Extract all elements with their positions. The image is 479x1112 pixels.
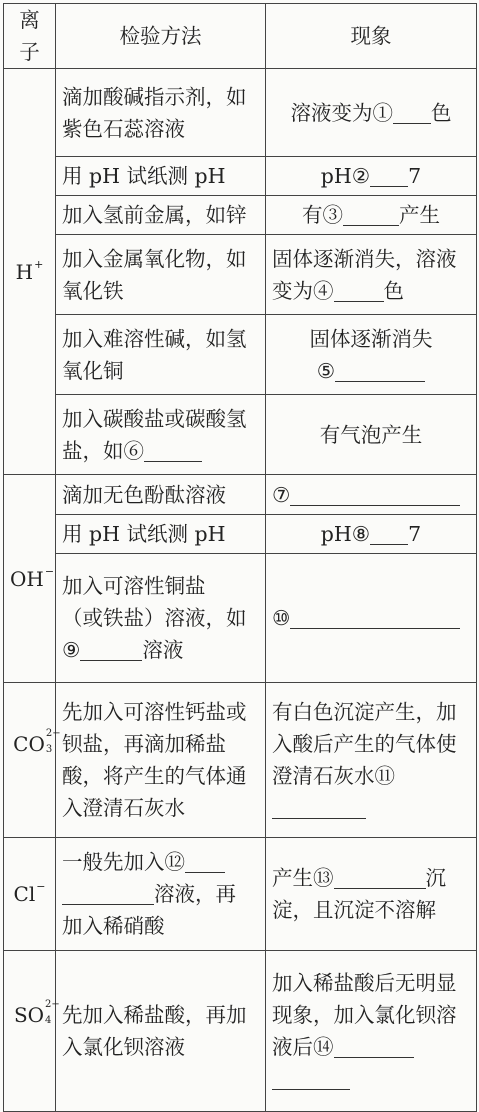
phenomenon-cell: 固体逐渐消失 ⑤ <box>266 315 477 395</box>
answer-blank <box>334 1037 414 1059</box>
answer-blank <box>185 852 225 874</box>
ion-chloride: Cl− <box>4 838 56 951</box>
answer-blank <box>272 1069 350 1091</box>
phenomenon-cell: 产生⑬ 沉 淀，且沉淀不溶解 <box>266 838 477 951</box>
method-cell: 用 pH 试纸测 pH <box>56 515 266 554</box>
answer-blank <box>343 205 399 227</box>
answer-blank <box>393 102 431 124</box>
table-row <box>4 554 477 683</box>
ion-sulfate: SO 2− 4 <box>4 951 56 1112</box>
header-phenomenon: 现象 <box>266 4 477 69</box>
answer-blank <box>272 798 366 820</box>
answer-blank <box>334 280 384 302</box>
answer-blank <box>62 884 154 906</box>
header-ion: 离子 <box>4 4 56 69</box>
answer-blank <box>370 166 408 188</box>
table-row <box>4 951 477 1112</box>
table-row <box>4 315 477 395</box>
phenomenon-cell: pH② 7 <box>266 157 477 196</box>
answer-blank <box>335 360 425 382</box>
method-cell: 加入碳酸盐或碳酸氢盐，如⑥ <box>56 395 266 475</box>
answer-blank <box>144 440 202 462</box>
method-cell: 加入难溶性碱，如氢氧化铜 <box>56 315 266 395</box>
phenomenon-cell: pH⑧ 7 <box>266 515 477 554</box>
method-cell: 用 pH 试纸测 pH <box>56 157 266 196</box>
answer-blank <box>334 868 426 890</box>
table-row <box>4 515 477 554</box>
answer-blank <box>370 524 408 546</box>
phenomenon-cell: 加入稀盐酸后无明显现象，加入氯化钡溶液后⑭ <box>266 951 477 1112</box>
table-row <box>4 683 477 838</box>
method-cell: 加入氢前金属，如锌 <box>56 196 266 235</box>
method-cell: 先加入稀盐酸，再加入氯化钡溶液 <box>56 951 266 1112</box>
phenomenon-cell: 有白色沉淀产生，加入酸后产生的气体使澄清石灰水⑪ <box>266 683 477 838</box>
phenomenon-cell: ⑩ <box>266 554 477 683</box>
method-cell: 加入可溶性铜盐 （或铁盐）溶液，如 ⑨ 溶液 <box>56 554 266 683</box>
table-row <box>4 475 477 515</box>
table-row <box>4 838 477 951</box>
phenomenon-cell: 固体逐渐消失，溶液 变为④ 色 <box>266 235 477 315</box>
answer-blank <box>290 484 460 506</box>
phenomenon-cell: 溶液变为① 色 <box>266 69 477 157</box>
phenomenon-cell: ⑦ <box>266 475 477 515</box>
method-cell: 先加入可溶性钙盐或钡盐，再滴加稀盐酸，将产生的气体通入澄清石灰水 <box>56 683 266 838</box>
ion-h-plus: H+ <box>4 69 56 475</box>
method-cell: 一般先加入⑫ 溶液，再 加入稀硝酸 <box>56 838 266 951</box>
table-row <box>4 157 477 196</box>
phenomenon-cell: 有气泡产生 <box>266 395 477 475</box>
header-method: 检验方法 <box>56 4 266 69</box>
answer-blank <box>80 640 142 662</box>
table-row <box>4 395 477 475</box>
ion-oh-minus: OH− <box>4 475 56 683</box>
method-cell: 滴加无色酚酞溶液 <box>56 475 266 515</box>
method-cell: 滴加酸碱指示剂，如紫色石蕊溶液 <box>56 69 266 157</box>
ion-test-table <box>3 3 477 1112</box>
phenomenon-cell: 有③ 产生 <box>266 196 477 235</box>
table-row <box>4 69 477 157</box>
answer-blank <box>290 608 460 630</box>
method-cell: 加入金属氧化物，如氧化铁 <box>56 235 266 315</box>
table-row <box>4 196 477 235</box>
header-row <box>4 4 477 69</box>
ion-carbonate: CO 2− 3 <box>4 683 56 838</box>
table-row <box>4 235 477 315</box>
